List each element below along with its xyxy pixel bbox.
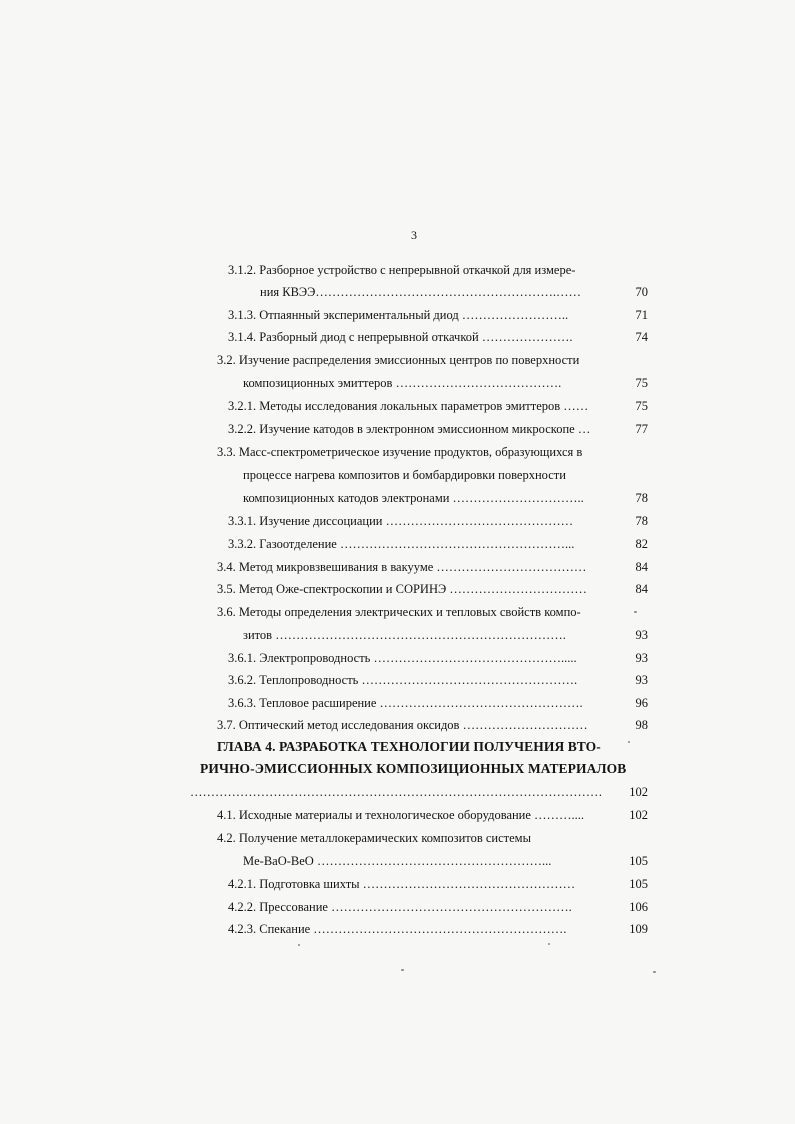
page-number: 3: [411, 228, 417, 242]
toc-entry-text: ния КВЭЭ………………………………………………….……: [260, 285, 582, 299]
toc-entry-page: 74: [635, 330, 648, 344]
toc-entry-text: 3.4. Метод микровзвешивания в вакууме ………………………………: [217, 560, 587, 574]
toc-entry-page: 82: [635, 537, 648, 551]
chapter-page: 102: [629, 785, 648, 799]
toc-entry-text: 4.1. Исходные материалы и технологическое оборудование ………....: [217, 808, 585, 822]
toc-entry-page: 71: [635, 308, 648, 322]
toc-entry-page: 84: [635, 582, 648, 596]
toc-entry-page: 93: [635, 651, 648, 665]
toc-entry-text: 3.3. Масс-спектрометрическое изучение продуктов, образующихся в: [217, 445, 583, 459]
toc-entry-page: 105: [629, 877, 648, 891]
scan-speck: [548, 943, 550, 945]
toc-entry-page: 109: [629, 922, 648, 936]
scan-speck: [298, 944, 300, 946]
toc-entry-page: 93: [635, 628, 648, 642]
toc-entry-text: 3.7. Оптический метод исследования оксидов …………………………: [217, 718, 588, 732]
scan-speck: [653, 971, 656, 973]
toc-entry-page: 70: [635, 285, 648, 299]
toc-entry-text: 3.2. Изучение распределения эмиссионных центров по поверхности: [217, 353, 580, 367]
toc-entry-page: 75: [635, 376, 648, 390]
toc-entry-page: 77: [635, 422, 648, 436]
toc-entry-text: 3.6.2. Теплопроводность …………………………………………….: [228, 673, 578, 687]
toc-entry-text: 3.3.2. Газоотделение ………………………………………………...: [228, 537, 575, 551]
toc-entry-text: 3.1.3. Отпаянный экспериментальный диод ……………………..: [228, 308, 569, 322]
toc-entry-page: 96: [635, 696, 648, 710]
toc-entry-text: 3.1.2. Разборное устройство с непрерывной откачкой для измере-: [228, 263, 576, 277]
toc-entry-page: 78: [635, 514, 648, 528]
toc-entry-page: 84: [635, 560, 648, 574]
toc-entry-text: 4.2. Получение металлокерамических композитов системы: [217, 831, 531, 845]
toc-entry-text: 3.5. Метод Оже-спектроскопии и СОРИНЭ ……………………………: [217, 582, 587, 596]
scan-speck: [634, 611, 637, 613]
toc-entry-text: зитов …………………………………………………………….: [243, 628, 566, 642]
toc-entry-text: 4.2.3. Спекание …………………………………………………….: [228, 922, 567, 936]
toc-entry-text: 3.6. Методы определения электрических и тепловых свойств компо-: [217, 605, 581, 619]
scan-speck: [628, 741, 630, 743]
toc-entry-page: 105: [629, 854, 648, 868]
toc-entry-text: 3.6.3. Тепловое расширение ………………………………………….: [228, 696, 583, 710]
toc-entry-page: 102: [629, 808, 648, 822]
chapter-leader-dots: ………………………………………………………………………………………: [190, 785, 603, 799]
toc-entry-text: Me-BaO-BeO ………………………………………………...: [243, 854, 552, 868]
toc-entry-text: процессе нагрева композитов и бомбардировки поверхности: [243, 468, 566, 482]
toc-entry-text: 3.6.1. Электропроводность ……………………………………….....: [228, 651, 577, 665]
toc-entry-page: 75: [635, 399, 648, 413]
toc-entry-text: композиционных эмиттеров ………………………………….: [243, 376, 562, 390]
toc-entry-text: композиционных катодов электронами …………………………..: [243, 491, 584, 505]
toc-entry-text: 3.1.4. Разборный диод с непрерывной откачкой ………………….: [228, 330, 573, 344]
toc-entry-text: 4.2.1. Подготовка шихты ……………………………………………: [228, 877, 576, 891]
toc-entry-text: 3.2.1. Методы исследования локальных параметров эмиттеров ……: [228, 399, 589, 413]
toc-entry-text: 3.3.1. Изучение диссоциации ………………………………………: [228, 514, 574, 528]
toc-entry-text: 4.2.2. Прессование ………………………………………………….: [228, 900, 572, 914]
toc-entry-text: 3.2.2. Изучение катодов в электронном эмиссионном микроскопе …: [228, 422, 591, 436]
toc-entry-page: 98: [635, 718, 648, 732]
toc-entry-page: 93: [635, 673, 648, 687]
chapter-heading-line-2: РИЧНО-ЭМИССИОННЫХ КОМПОЗИЦИОННЫХ МАТЕРИАЛОВ: [200, 761, 627, 776]
chapter-heading-line-1: ГЛАВА 4. РАЗРАБОТКА ТЕХНОЛОГИИ ПОЛУЧЕНИЯ ВТО-: [217, 739, 601, 754]
toc-entry-page: 106: [629, 900, 648, 914]
scan-speck: [401, 969, 404, 971]
toc-entry-page: 78: [635, 491, 648, 505]
